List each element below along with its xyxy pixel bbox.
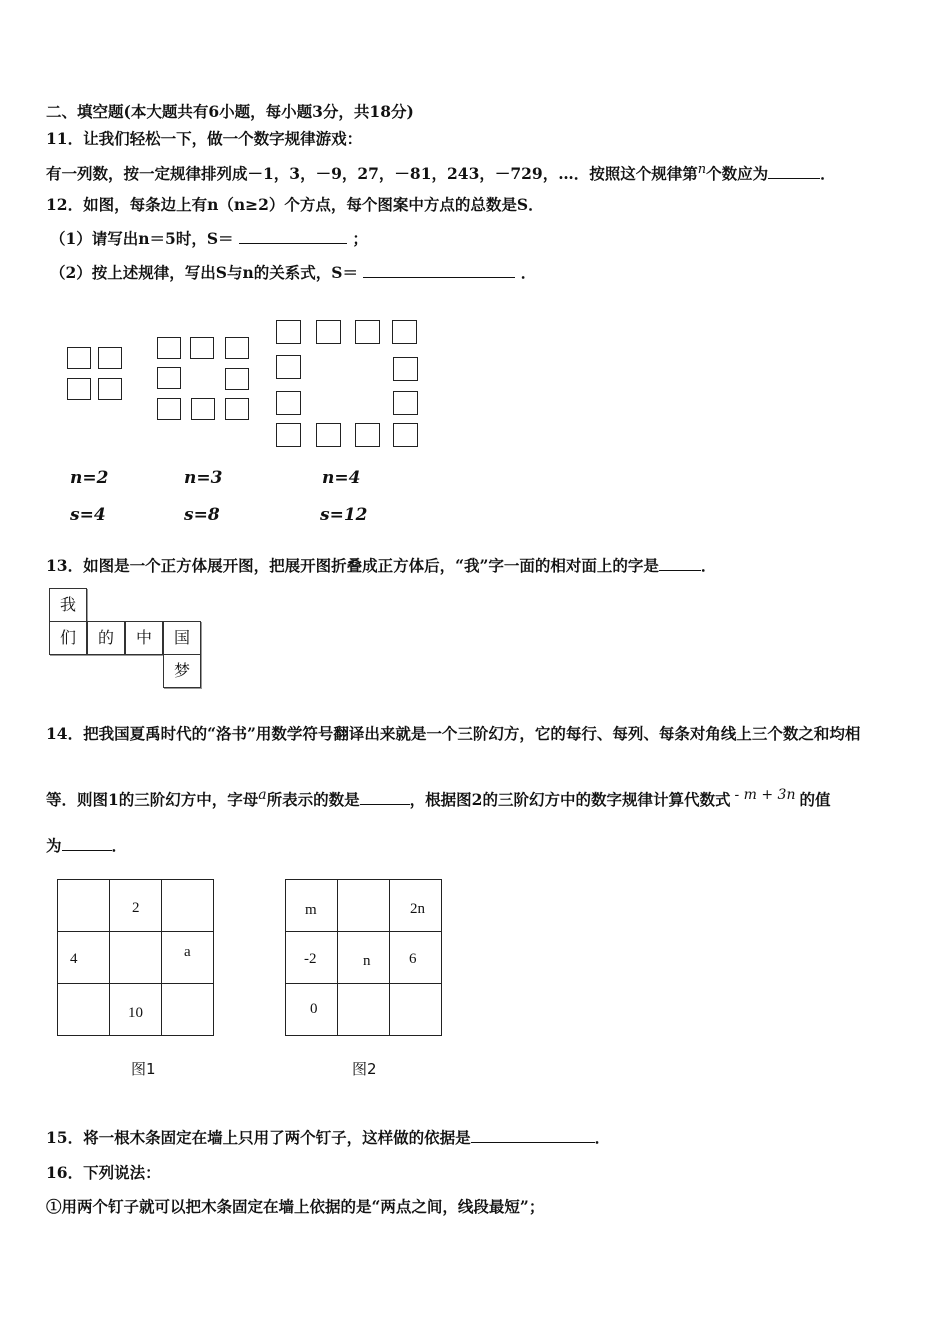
grid1-cell xyxy=(58,984,110,1036)
square-dot xyxy=(355,423,380,447)
q12-part1-blank[interactable] xyxy=(239,229,347,244)
square-dot xyxy=(225,398,249,420)
magic-square-2 xyxy=(285,879,442,1036)
cube-face: 们 xyxy=(49,621,87,655)
q14-line2 xyxy=(46,785,831,810)
q14-text-a: 等．则图1的三阶幻方中，字母 xyxy=(46,790,259,810)
grid2-cell: 0 xyxy=(286,984,338,1036)
square-dot xyxy=(276,391,301,415)
q14-expression: - m + 3n xyxy=(734,787,796,803)
square-dot xyxy=(157,367,181,389)
square-dot xyxy=(276,355,301,379)
square-dot xyxy=(157,398,181,420)
square-dot xyxy=(276,320,301,344)
grid1-cell: a xyxy=(162,932,214,984)
square-dot xyxy=(98,347,122,369)
square-dot xyxy=(67,378,91,400)
q14-text-b: 所表示的数是 xyxy=(266,790,360,810)
cube-face: 国 xyxy=(163,621,201,655)
square-dot xyxy=(316,423,341,447)
q15-text: 15．将一根木条固定在墙上只用了两个钉子，这样做的依据是 xyxy=(46,1128,471,1147)
grid2-cell: 2n xyxy=(390,880,442,932)
grid2-cell xyxy=(338,984,390,1036)
grid1-cell xyxy=(58,880,110,932)
grid2-cell xyxy=(338,880,390,932)
q12-part2-blank[interactable] xyxy=(363,263,515,278)
figure-n2-s-label: s=4 xyxy=(70,505,106,525)
magic-square-1 xyxy=(57,879,214,1036)
square-dot xyxy=(225,368,249,390)
square-dot xyxy=(191,398,215,420)
grid2-cell: n xyxy=(338,932,390,984)
q12-part2-text: （2）按上述规律，写出S与n的关系式，S＝ xyxy=(50,263,358,282)
square-dot xyxy=(98,378,122,400)
grid1-caption: 图1 xyxy=(131,1060,156,1078)
figure-n4-n-label: n=4 xyxy=(322,468,361,488)
grid1-cell xyxy=(162,984,214,1036)
q12-title: 12．如图，每条边上有n（n≥2）个方点，每个图案中方点的总数是S． xyxy=(46,195,544,214)
grid2-cell: m xyxy=(286,880,338,932)
square-dot xyxy=(276,423,301,447)
q11-text-b: 个数应为 xyxy=(706,164,769,184)
q15-title xyxy=(46,1128,610,1148)
grid1-cell: 10 xyxy=(110,984,162,1036)
q13-answer-blank[interactable] xyxy=(659,556,701,571)
figure-n3-n-label: n=3 xyxy=(184,468,223,488)
cube-face: 中 xyxy=(125,621,163,655)
grid1-cell: 4 xyxy=(58,932,110,984)
grid2-cell: 6 xyxy=(390,932,442,984)
cube-face: 的 xyxy=(87,621,125,655)
q11-text-a: 有一列数，按一定规律排列成－1，3，－9，27，－81，243，－729，…．按照这个规律第 xyxy=(46,164,698,184)
q16-title: 16．下列说法： xyxy=(46,1163,161,1182)
q15-end: ． xyxy=(594,1128,611,1147)
grid1-cell xyxy=(162,880,214,932)
square-dot xyxy=(190,337,214,359)
q15-answer-blank[interactable] xyxy=(471,1128,595,1143)
grid2-caption: 图2 xyxy=(352,1060,377,1078)
grid1-cell xyxy=(110,932,162,984)
square-dot xyxy=(157,337,181,359)
q11-answer-blank[interactable] xyxy=(768,164,820,179)
q14-line1: 14．把我国夏禹时代的“洛书”用数学符号翻译出来就是一个三阶幻方，它的每行、每列、每条对角线上三个数之和均相 xyxy=(46,724,861,743)
q14-text-d: 的值 xyxy=(799,790,831,810)
figure-n4-s-label: s=12 xyxy=(320,505,368,525)
q14-var-a: a xyxy=(258,787,267,803)
grid2-cell: -2 xyxy=(286,932,338,984)
q11-title: 11．让我们轻松一下，做一个数字规律游戏： xyxy=(46,129,363,148)
square-dot xyxy=(393,357,418,381)
q12-part1 xyxy=(50,229,368,249)
q14-text-c: ，根据图2的三阶幻方中的数字规律计算代数式 xyxy=(409,790,731,810)
cube-face: 我 xyxy=(49,588,87,622)
q14-answer-blank-2[interactable] xyxy=(62,836,112,851)
q12-part2-end: ． xyxy=(520,263,537,282)
cube-face: 梦 xyxy=(163,654,201,688)
square-dot xyxy=(225,337,249,359)
figure-n3-s-label: s=8 xyxy=(184,505,220,525)
section-heading: 二、填空题(本大题共有6小题，每小题3分，共18分) xyxy=(46,102,414,121)
q12-part2 xyxy=(50,263,536,283)
q12-part1-text: （1）请写出n＝5时，S＝ xyxy=(50,229,234,248)
q12-part1-end: ； xyxy=(352,229,368,248)
q14-line3 xyxy=(46,836,127,856)
q13-text: 13．如图是一个正方体展开图，把展开图折叠成正方体后，“我”字一面的相对面上的字是 xyxy=(46,556,659,575)
grid1-cell: 2 xyxy=(110,880,162,932)
q14-end: ． xyxy=(111,836,128,855)
square-dot xyxy=(316,320,341,344)
grid2-cell xyxy=(390,984,442,1036)
q11-end: ． xyxy=(820,164,836,184)
square-dot xyxy=(355,320,380,344)
q11-body xyxy=(46,160,836,184)
square-dot xyxy=(67,347,91,369)
square-dot xyxy=(393,423,418,447)
q13-end: ． xyxy=(700,556,717,575)
square-dot xyxy=(392,320,417,344)
q14-text-e: 为 xyxy=(46,836,62,855)
figure-n2-n-label: n=2 xyxy=(70,468,109,488)
q14-answer-blank-1[interactable] xyxy=(360,790,410,805)
q13-title xyxy=(46,556,716,576)
q11-var-n: n xyxy=(697,162,707,177)
square-dot xyxy=(393,391,418,415)
q16-item1: ①用两个钉子就可以把木条固定在墙上依据的是“两点之间，线段最短”； xyxy=(46,1197,545,1216)
